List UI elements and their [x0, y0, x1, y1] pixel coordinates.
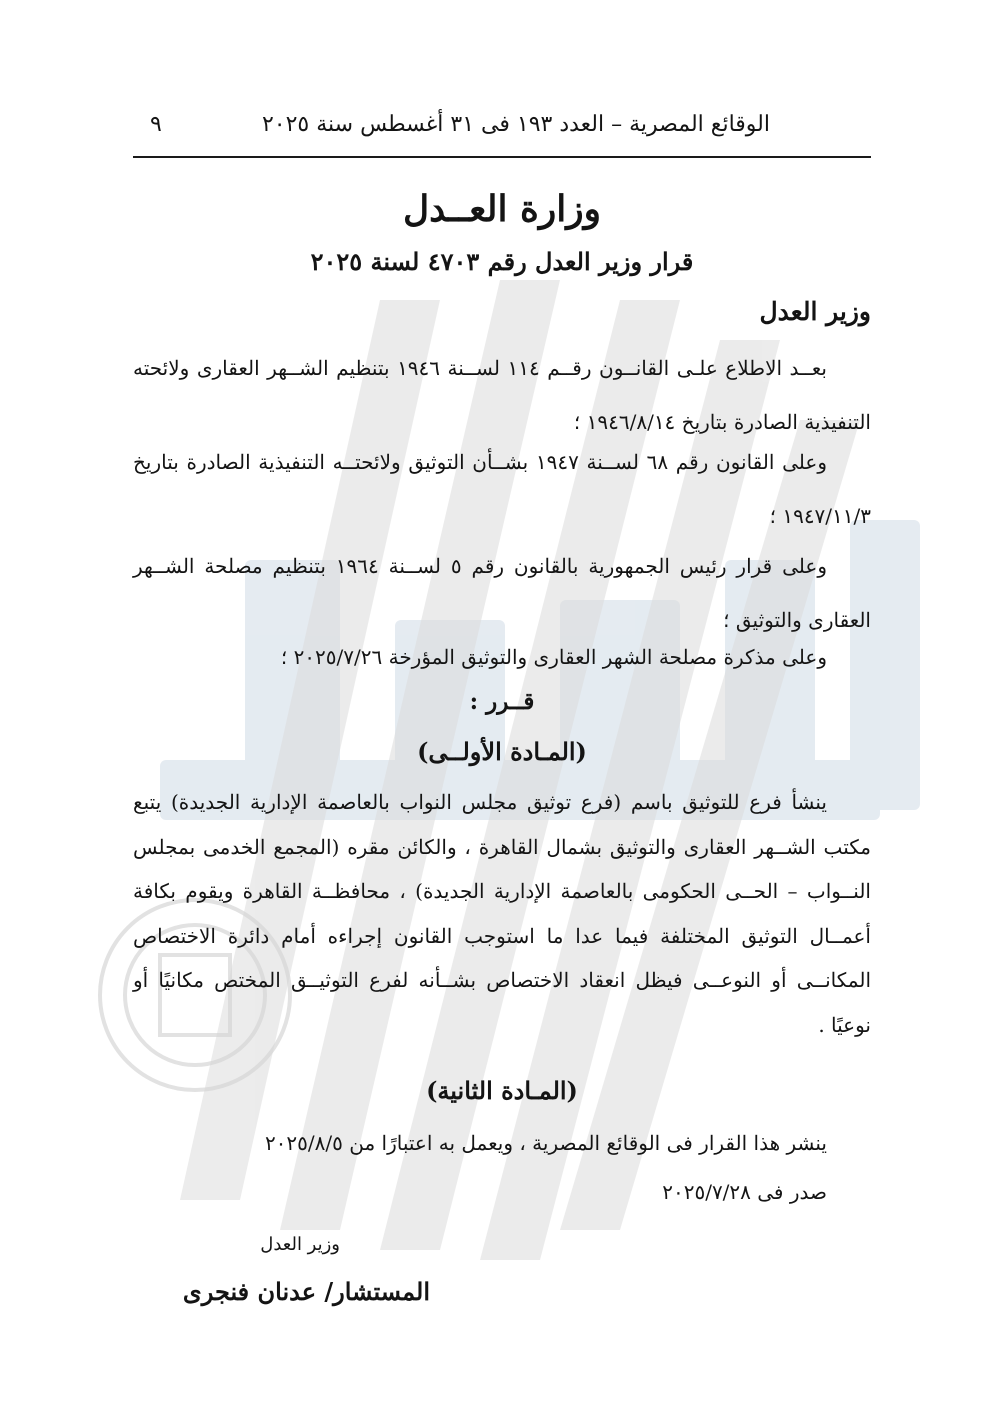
issued-date: صدر فى ٢٠٢٥/٧/٢٨	[662, 1180, 827, 1204]
decided-heading: قــرر :	[469, 688, 535, 715]
signature-title: وزير العدل	[260, 1234, 340, 1255]
preamble-paragraph-4: وعلى مذكرة مصلحة الشهر العقارى والتوثيق المؤرخة ٢٠٢٥/٧/٢٦ ؛	[280, 645, 827, 669]
gazette-header-title: الوقائع المصرية – العدد ١٩٣ فى ٣١ أغسطس سنة ٢٠٢٥	[261, 112, 770, 137]
ministry-heading: وزارة العــدل	[402, 188, 602, 230]
page-number: ٩	[150, 112, 162, 137]
issuer-heading: وزير العدل	[759, 297, 871, 326]
preamble-paragraph-3: وعلى قرار رئيس الجمهورية بالقانون رقم ٥ لســنة ١٩٦٤ بتنظيم مصلحة الشــهر العقارى والتوثيق ؛	[133, 554, 871, 632]
header-divider	[133, 156, 871, 158]
article-2-title: (المـادة الثانية)	[426, 1076, 578, 1105]
signature-name: المستشار/ عدنان فنجرى	[182, 1277, 430, 1306]
decree-title: قرار وزير العدل رقم ٤٧٠٣ لسنة ٢٠٢٥	[310, 247, 694, 276]
preamble-paragraph-1: بعــد الاطلاع علـى القانــون رقــم ١١٤ لســنة ١٩٤٦ بتنظيم الشــهر العقارى ولائحته التنفيذية الصادرة بتاريخ ١٩٤٦/٨/١٤ ؛	[133, 356, 871, 434]
preamble-paragraph-2: وعلى القانون رقم ٦٨ لســنة ١٩٤٧ بشــأن التوثيق ولائحتــه التنفيذية الصادرة بتاريخ ١٩٤٧/١١/٣ ؛	[133, 450, 871, 528]
article-1-title: (المـادة الأولــى)	[417, 737, 587, 766]
article-1-text: ينشأ فرع للتوثيق باسم (فرع توثيق مجلس النواب بالعاصمة الإدارية الجديدة) يتبع مكتب الشــهر العقارى والتوثيق بشمال القاهرة ، والكائن مقره (المجمع الخدمى بمجلس النــواب – الحــى الحكومى بالعاصمة الإدارية الجديدة) ، محافظــة القاهرة ويقوم بكافة أعمــال التوثيق المختلفة فيما عدا ما استوجب القانون إجراءه أمام دائرة الاختصاص المكانــى أو النوعــى فيظل انعقاد الاختصاص بشــأنه لفرع التوثيــق المختص مكانيًا أو نوعيًا .	[133, 790, 871, 1037]
article-2-text: ينشر هذا القرار فى الوقائع المصرية ، ويعمل به اعتبارًا من ٢٠٢٥/٨/٥	[264, 1131, 827, 1155]
